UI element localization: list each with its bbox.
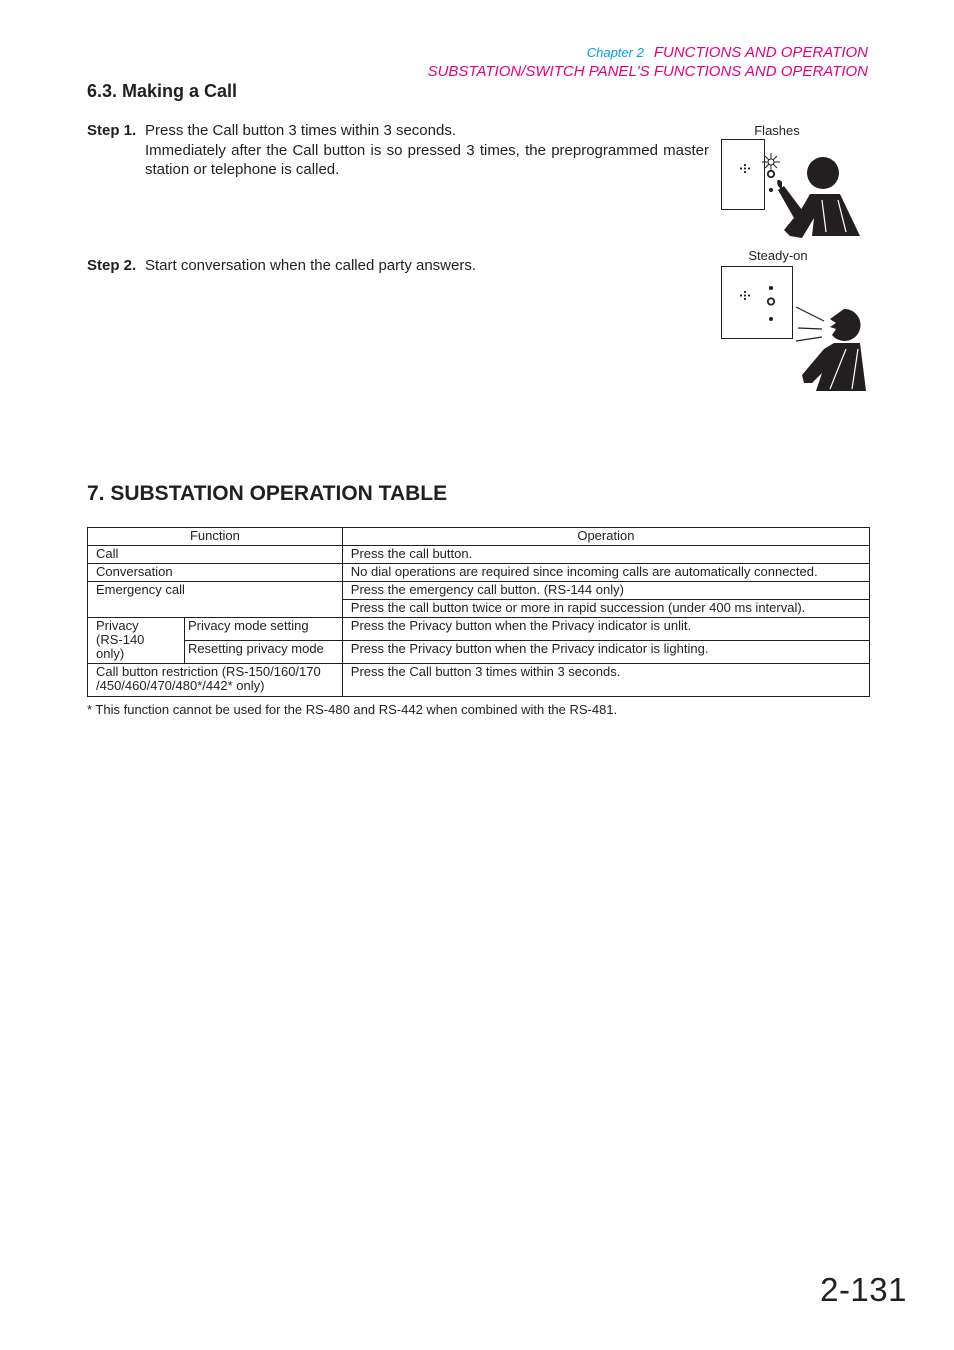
figure-steady-on-label: Steady-on [748,248,808,263]
operation-cell: Press the Call button 3 times within 3 seconds. [342,664,869,697]
step-1-line1: Press the Call button 3 times within 3 seconds. [145,122,456,139]
table-row [88,618,870,641]
operation-cell: Press the Privacy button when the Privacy indicator is unlit. [342,618,869,641]
chapter-label: Chapter 2 [586,45,644,60]
function-cell: Call [88,546,343,564]
step-1 [87,121,709,180]
column-header-function: Function [88,528,343,546]
indicator-dot-icon [769,188,773,192]
privacy-label: Privacy [96,618,139,633]
running-header-chapter [587,44,868,61]
figure-conversation [718,265,870,393]
column-header-operation: Operation [342,528,869,546]
substation-operation-table [87,527,870,697]
indicator-dot-icon [769,286,773,290]
operation-cell: No dial operations are required since incoming calls are automatically connected. [342,564,869,582]
operation-cell: Press the call button. [342,546,869,564]
table-header-row [88,528,870,546]
function-cell [88,664,343,697]
function-cell [88,618,185,664]
figure-pressing-call-button [718,138,868,240]
step-2 [87,256,709,276]
privacy-model-note: (RS-140 only) [96,632,145,661]
step-2-label: Step 2. [87,257,137,274]
footnote: * This function cannot be used for the RS-480 and RS-442 when combined with the RS-481. [87,702,618,717]
operation-cell: Press the call button twice or more in rapid succession (under 400 ms interval). [342,600,869,618]
substation-panel [722,140,765,210]
call-button-icon [768,171,774,177]
step-2-text: Start conversation when the called party answers. [145,257,477,274]
speech-lines-icon [796,307,824,341]
section-title: 6.3. Making a Call [87,81,238,101]
restriction-line2: /450/460/470/480*/442* only) [96,678,265,693]
operation-cell: Press the emergency call button. (RS-144 only) [342,582,869,600]
chapter-title: FUNCTIONS AND OPERATION [653,44,868,61]
restriction-line1: Call button restriction (RS-150/160/170 [96,664,321,679]
table-row [88,546,870,564]
table-row [88,564,870,582]
operation-cell: Press the Privacy button when the Privacy indicator is lighting. [342,641,869,664]
function-cell: Emergency call [88,582,343,618]
call-button-icon [768,298,774,304]
table-row [88,664,870,697]
indicator-dot-icon [769,317,773,321]
table-row [88,641,870,664]
page-number: 2-131 [820,1271,907,1308]
table-section-title: 7. SUBSTATION OPERATION TABLE [87,482,448,505]
figure-flashes-label: Flashes [754,123,800,138]
function-cell: Conversation [88,564,343,582]
step-1-label: Step 1. [87,122,137,139]
sub-function-cell: Privacy mode setting [184,618,342,641]
sub-function-cell: Resetting privacy mode [184,641,342,664]
running-header-subsection: SUBSTATION/SWITCH PANEL'S FUNCTIONS AND OPERATION [427,63,868,80]
person-pressing-icon [777,157,860,238]
table-row [88,582,870,600]
step-1-line2: Immediately after the Call button is so pressed 3 times, the preprogrammed master station or telephone is called. [145,141,709,178]
substation-panel [722,267,793,339]
